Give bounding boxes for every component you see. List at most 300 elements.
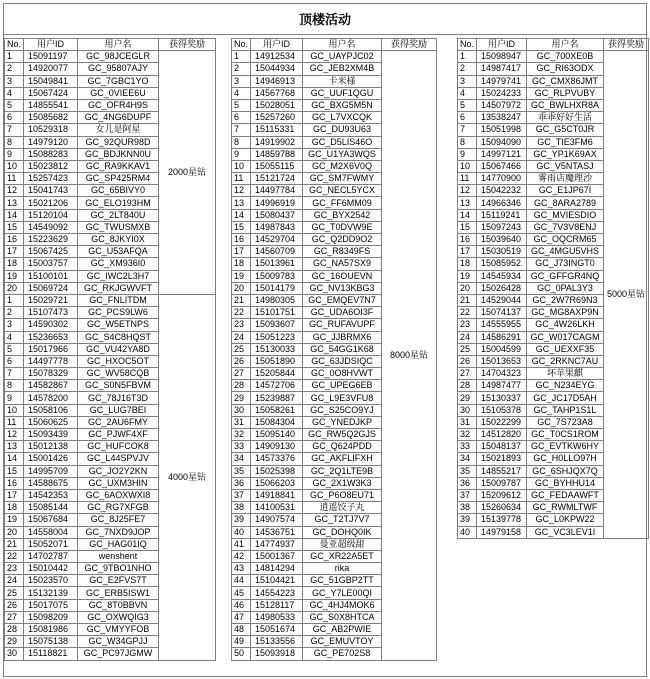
- row-number: 30: [5, 648, 24, 660]
- row-number: 47: [232, 611, 251, 623]
- row-number: 13: [232, 197, 251, 209]
- username-cell: GC_Y7LE00QI: [303, 587, 382, 599]
- user-id-cell: 15205844: [251, 368, 303, 380]
- user-id-cell: 15051223: [251, 331, 303, 343]
- username-cell: GC_L0KPW22: [527, 514, 604, 526]
- row-number: 42: [232, 550, 251, 562]
- user-id-cell: 15209612: [477, 489, 527, 501]
- row-number: 46: [232, 599, 251, 611]
- row-number: 8: [458, 136, 477, 148]
- username-cell: GC_SP425RM4: [78, 173, 159, 185]
- row-number: 39: [458, 514, 477, 526]
- row-number: 6: [5, 112, 24, 124]
- username-cell: GC_U53AFQA: [78, 246, 159, 258]
- user-id-cell: 15025398: [251, 465, 303, 477]
- user-id-cell: 15223629: [24, 234, 78, 246]
- username-cell: GC_2X1W3K3: [303, 477, 382, 489]
- user-id-cell: 15075138: [24, 636, 78, 648]
- username-cell: GC_HUFCOK8: [78, 441, 159, 453]
- user-id-cell: 15085144: [24, 502, 78, 514]
- user-id-cell: 14920077: [24, 63, 78, 75]
- user-id-cell: 15001426: [24, 453, 78, 465]
- reward-table-1: [4, 38, 216, 661]
- user-id-cell: 15104421: [251, 575, 303, 587]
- row-number: 15: [232, 221, 251, 233]
- username-cell: GC_XM936I0: [78, 258, 159, 270]
- user-id-cell: 15257260: [251, 112, 303, 124]
- row-number: 27: [5, 611, 24, 623]
- reward-cell: 4000星钻: [159, 294, 216, 660]
- row-number: 17: [5, 489, 24, 501]
- user-id-cell: 15060625: [24, 416, 78, 428]
- user-id-cell: 14995709: [24, 465, 78, 477]
- row-number: 35: [458, 465, 477, 477]
- username-cell: GC_UDA6OI3F: [303, 307, 382, 319]
- row-number: 20: [5, 282, 24, 294]
- row-number: 34: [458, 453, 477, 465]
- row-number: 12: [232, 185, 251, 197]
- user-id-cell: 15260634: [477, 502, 527, 514]
- row-number: 33: [458, 441, 477, 453]
- username-cell: GC_L44SPVJV: [78, 453, 159, 465]
- username-cell: GC_2W7R69N3: [527, 294, 604, 306]
- user-id-cell: 15001367: [251, 550, 303, 562]
- user-id-cell: 15257423: [24, 173, 78, 185]
- username-cell: GC_EVTKW6HY: [527, 441, 604, 453]
- user-id-cell: 14979120: [24, 136, 78, 148]
- user-id-cell: 14542353: [24, 489, 78, 501]
- user-id-cell: 14770900: [477, 173, 527, 185]
- reward-table-3: [457, 38, 649, 539]
- row-number: 6: [458, 112, 477, 124]
- username-cell: GC_FF6MM09: [303, 197, 382, 209]
- row-number: 5: [5, 343, 24, 355]
- username-cell: GC_S4C8HQST: [78, 331, 159, 343]
- user-id-cell: 15028051: [251, 99, 303, 111]
- row-number: 18: [5, 502, 24, 514]
- username-cell: GC_9TBO1NHO: [78, 563, 159, 575]
- username-cell: GC_E1JP67I: [527, 185, 604, 197]
- username-cell: GC_JC17D5AH: [527, 392, 604, 404]
- user-id-cell: 15118821: [24, 648, 78, 660]
- row-number: 13: [5, 197, 24, 209]
- username-cell: GC_8T0BBVN: [78, 599, 159, 611]
- username-cell: GC_RWMLTWF: [527, 502, 604, 514]
- user-id-cell: 15098947: [477, 51, 527, 63]
- row-number: 18: [5, 258, 24, 270]
- username-cell: GC_LUG7BEI: [78, 404, 159, 416]
- username-cell: GC_RA9KKAV1: [78, 160, 159, 172]
- row-number: 30: [458, 404, 477, 416]
- row-number: 15: [458, 221, 477, 233]
- user-id-cell: 15014179: [251, 282, 303, 294]
- user-id-cell: 15042232: [477, 185, 527, 197]
- username-cell: GC_R8349FS: [303, 246, 382, 258]
- user-id-cell: 15097243: [477, 221, 527, 233]
- username-cell: GC_T2TJ7V7: [303, 514, 382, 526]
- username-cell: GC_MG8AXP9N: [527, 307, 604, 319]
- username-cell: GC_W34GPJJ: [78, 636, 159, 648]
- username-cell: GC_ELO193HM: [78, 197, 159, 209]
- row-number: 37: [232, 489, 251, 501]
- row-number: 3: [232, 75, 251, 87]
- username-cell: GC_VU42YA8D: [78, 343, 159, 355]
- row-number: 27: [232, 368, 251, 380]
- row-number: 19: [232, 270, 251, 282]
- username-cell: GC_4W26LKH: [527, 319, 604, 331]
- username-cell: GC_JEB2XM4B: [303, 63, 382, 75]
- user-id-cell: 15004599: [477, 343, 527, 355]
- user-id-cell: 15239887: [251, 392, 303, 404]
- row-number: 23: [458, 319, 477, 331]
- username-cell: GC_PC97JGMW: [78, 648, 159, 660]
- user-id-cell: 15026428: [477, 282, 527, 294]
- row-number: 10: [232, 160, 251, 172]
- username-cell: GC_IWC2L3H7: [78, 270, 159, 282]
- username-cell: GC_4MGU5VHS: [527, 246, 604, 258]
- user-id-cell: 15067425: [24, 246, 78, 258]
- row-number: 20: [458, 282, 477, 294]
- username-cell: GC_2Q1LTE9B: [303, 465, 382, 477]
- username-cell: GC_JJBRMX6: [303, 331, 382, 343]
- username-cell: GC_0VIEE6U: [78, 87, 159, 99]
- user-id-cell: 15084304: [251, 416, 303, 428]
- username-cell: GC_OXWQIG3: [78, 611, 159, 623]
- row-number: 36: [232, 477, 251, 489]
- row-number: 20: [232, 282, 251, 294]
- user-id-cell: 10529318: [24, 124, 78, 136]
- user-id-cell: 14704323: [477, 368, 527, 380]
- user-id-cell: 14980533: [251, 611, 303, 623]
- username-cell: GC_RW5Q2GJS: [303, 429, 382, 441]
- user-id-cell: 15100101: [24, 270, 78, 282]
- username-cell: GC_2LT840U: [78, 209, 159, 221]
- username-cell: GC_S0N5FBVM: [78, 380, 159, 392]
- username-cell: GC_XR22A5ET: [303, 550, 382, 562]
- username-cell: GC_JO2Y2KN: [78, 465, 159, 477]
- username-cell: GC_VMYYFOB: [78, 624, 159, 636]
- row-number: 28: [5, 624, 24, 636]
- username-cell: GC_T0CS1ROM: [527, 429, 604, 441]
- username-cell: GC_7V3V8ENJ: [527, 221, 604, 233]
- user-id-cell: 14536751: [251, 526, 303, 538]
- user-id-cell: 15010442: [24, 563, 78, 575]
- username-cell: GC_BYX2542: [303, 209, 382, 221]
- user-id-cell: 15009787: [477, 477, 527, 489]
- row-number: 9: [232, 148, 251, 160]
- user-id-cell: 15094090: [477, 136, 527, 148]
- row-number: 30: [232, 404, 251, 416]
- user-id-cell: 15067424: [24, 87, 78, 99]
- user-id-cell: 14966346: [477, 197, 527, 209]
- row-number: 3: [5, 75, 24, 87]
- username-cell: GC_NA57SX9: [303, 258, 382, 270]
- user-id-cell: 14859788: [251, 148, 303, 160]
- row-number: 8: [5, 380, 24, 392]
- username-cell: GC_HXOC5OT: [78, 355, 159, 367]
- username-cell: GC_DOHQ0IK: [303, 526, 382, 538]
- user-id-cell: 14497784: [251, 185, 303, 197]
- row-number: 9: [5, 148, 24, 160]
- page-title: 顶楼活动: [4, 4, 646, 35]
- row-number: 2: [232, 63, 251, 75]
- username-cell: GC_TIE3FM6: [527, 136, 604, 148]
- username-cell: GC_NECL5YCX: [303, 185, 382, 197]
- user-id-cell: 15058106: [24, 404, 78, 416]
- user-id-cell: 15023812: [24, 160, 78, 172]
- row-number: 24: [5, 575, 24, 587]
- username-cell: GC_L9E3VFU8: [303, 392, 382, 404]
- row-number: 3: [458, 75, 477, 87]
- row-number: 11: [5, 416, 24, 428]
- username-cell: GC_FEDAAWFT: [527, 489, 604, 501]
- username-cell: GC_UXM3HIN: [78, 477, 159, 489]
- row-number: 4: [458, 87, 477, 99]
- row-number: 32: [232, 429, 251, 441]
- row-number: 31: [458, 416, 477, 428]
- user-id-cell: 15017075: [24, 599, 78, 611]
- user-id-cell: 15055115: [251, 160, 303, 172]
- row-number: 5: [5, 99, 24, 111]
- row-number: 40: [232, 526, 251, 538]
- user-id-cell: 15067466: [477, 160, 527, 172]
- row-number: 19: [458, 270, 477, 282]
- row-number: 7: [232, 124, 251, 136]
- row-number: 11: [5, 173, 24, 185]
- row-number: 16: [5, 477, 24, 489]
- username-cell: rika: [303, 563, 382, 575]
- username-cell: GC_98JCEGLR: [78, 51, 159, 63]
- row-number: 37: [458, 489, 477, 501]
- table-row: [5, 294, 216, 306]
- user-id-cell: 14529044: [477, 294, 527, 306]
- user-id-cell: 14912534: [251, 51, 303, 63]
- row-number: 21: [5, 538, 24, 550]
- user-id-cell: 14907574: [251, 514, 303, 526]
- row-number: 7: [5, 124, 24, 136]
- username-cell: 卡米様: [303, 75, 382, 87]
- username-cell: GC_GFFGR4NQ: [527, 270, 604, 282]
- user-id-cell: 15012138: [24, 441, 78, 453]
- row-number: 10: [458, 160, 477, 172]
- username-cell: GC_RLPVUBY: [527, 87, 604, 99]
- username-cell: GC_92QUR98D: [78, 136, 159, 148]
- user-id-cell: 14997121: [477, 148, 527, 160]
- username-cell: GC_OFR4H9S: [78, 99, 159, 111]
- user-id-cell: 14555955: [477, 319, 527, 331]
- user-id-cell: 14578200: [24, 392, 78, 404]
- user-id-cell: 15023570: [24, 575, 78, 587]
- row-number: 1: [5, 51, 24, 63]
- user-id-cell: 15058261: [251, 404, 303, 416]
- row-number: 21: [458, 294, 477, 306]
- row-number: 34: [232, 453, 251, 465]
- row-number: 28: [232, 380, 251, 392]
- username-cell: 逍遥饺子丸: [303, 502, 382, 514]
- table-header-row: [458, 39, 649, 51]
- user-id-cell: 14549092: [24, 221, 78, 233]
- row-number: 17: [458, 246, 477, 258]
- row-number: 8: [5, 136, 24, 148]
- username-cell: GC_W5ETNPS: [78, 319, 159, 331]
- username-cell: GC_S0X8HTCA: [303, 611, 382, 623]
- row-number: 12: [458, 185, 477, 197]
- user-id-cell: 15052071: [24, 538, 78, 550]
- row-number: 19: [5, 514, 24, 526]
- row-number: 9: [5, 392, 24, 404]
- user-id-cell: 15088283: [24, 148, 78, 160]
- table-row: [458, 51, 649, 63]
- header-username: 用户名: [527, 39, 604, 51]
- user-id-cell: 15085682: [24, 112, 78, 124]
- user-id-cell: 15048137: [477, 441, 527, 453]
- username-cell: GC_EMQEV7N7: [303, 294, 382, 306]
- user-id-cell: 14567768: [251, 87, 303, 99]
- row-number: 38: [458, 502, 477, 514]
- row-number: 23: [5, 563, 24, 575]
- row-number: 17: [5, 246, 24, 258]
- row-number: 2: [5, 307, 24, 319]
- user-id-cell: 14909130: [251, 441, 303, 453]
- row-number: 11: [458, 173, 477, 185]
- user-id-cell: 15139778: [477, 514, 527, 526]
- username-cell: GC_PCS9LW6: [78, 307, 159, 319]
- header-no: No.: [5, 39, 24, 51]
- row-number: 22: [458, 307, 477, 319]
- header-no: No.: [458, 39, 477, 51]
- user-id-cell: 14560709: [251, 246, 303, 258]
- username-cell: GC_51GBP2TT: [303, 575, 382, 587]
- row-number: 18: [232, 258, 251, 270]
- username-cell: GC_8J25FE7: [78, 514, 159, 526]
- row-number: 5: [232, 99, 251, 111]
- user-id-cell: 14573376: [251, 453, 303, 465]
- username-cell: GC_7GBC1YO: [78, 75, 159, 87]
- row-number: 8: [232, 136, 251, 148]
- username-cell: GC_2RKNC7AU: [527, 355, 604, 367]
- user-id-cell: 15236653: [24, 331, 78, 343]
- user-id-cell: 14987417: [477, 63, 527, 75]
- username-cell: GC_PJWF4XF: [78, 429, 159, 441]
- username-cell: GC_BXG5M5N: [303, 99, 382, 111]
- username-cell: GC_ERB5ISW1: [78, 587, 159, 599]
- username-cell: GC_63JDSIQC: [303, 355, 382, 367]
- row-number: 6: [232, 112, 251, 124]
- header-reward: 获得奖励: [382, 39, 437, 51]
- row-number: 49: [232, 636, 251, 648]
- row-number: 48: [232, 624, 251, 636]
- username-cell: GC_E2FVS7T: [78, 575, 159, 587]
- user-id-cell: 15105378: [477, 404, 527, 416]
- header-username: 用户名: [303, 39, 382, 51]
- row-number: 18: [458, 258, 477, 270]
- user-id-cell: 14814294: [251, 563, 303, 575]
- row-number: 29: [5, 636, 24, 648]
- row-number: 25: [232, 343, 251, 355]
- username-cell: GC_D5LIS46O: [303, 136, 382, 148]
- row-number: 1: [232, 51, 251, 63]
- username-cell: GC_N234EYG: [527, 380, 604, 392]
- user-id-cell: 15024233: [477, 87, 527, 99]
- username-cell: GC_RI63ODX: [527, 63, 604, 75]
- user-id-cell: 15128117: [251, 599, 303, 611]
- row-number: 38: [232, 502, 251, 514]
- user-id-cell: 14529704: [251, 234, 303, 246]
- username-cell: GC_6SHJQX7Q: [527, 465, 604, 477]
- row-number: 15: [5, 221, 24, 233]
- user-id-cell: 14586291: [477, 331, 527, 343]
- user-id-cell: 15130033: [251, 343, 303, 355]
- user-id-cell: 14979741: [477, 75, 527, 87]
- reward-cell: 8000星钻: [382, 51, 437, 660]
- header-user-id: 用户ID: [251, 39, 303, 51]
- username-cell: GC_BWLHXR8A: [527, 99, 604, 111]
- username-cell: 女儿是阿星: [78, 124, 159, 136]
- spreadsheet: [3, 3, 647, 677]
- username-cell: GC_AB2PWIE: [303, 624, 382, 636]
- row-number: 7: [458, 124, 477, 136]
- row-number: 16: [5, 234, 24, 246]
- user-id-cell: 15013961: [251, 258, 303, 270]
- row-number: 5: [458, 99, 477, 111]
- row-number: 17: [232, 246, 251, 258]
- username-cell: GC_W017CAGM: [527, 331, 604, 343]
- user-id-cell: 14545934: [477, 270, 527, 282]
- header-user-id: 用户ID: [477, 39, 527, 51]
- row-number: 32: [458, 429, 477, 441]
- username-cell: GC_U1YA3WQS: [303, 148, 382, 160]
- username-cell: GC_FNLITDM: [78, 294, 159, 306]
- user-id-cell: 15121724: [251, 173, 303, 185]
- user-id-cell: 15085952: [477, 258, 527, 270]
- header-reward: 获得奖励: [604, 39, 649, 51]
- row-number: 14: [5, 453, 24, 465]
- user-id-cell: 14987843: [251, 221, 303, 233]
- username-cell: GC_UUF1QGU: [303, 87, 382, 99]
- reward-cell: 5000星钻: [604, 51, 649, 539]
- header-username: 用户名: [78, 39, 159, 51]
- user-id-cell: 15074137: [477, 307, 527, 319]
- user-id-cell: 14979158: [477, 526, 527, 538]
- username-cell: GC_Q2DD9O2: [303, 234, 382, 246]
- username-cell: GC_YNEDJKP: [303, 416, 382, 428]
- username-cell: GC_7NXD9JOP: [78, 526, 159, 538]
- username-cell: GC_8ARA2789: [527, 197, 604, 209]
- row-number: 31: [232, 416, 251, 428]
- user-id-cell: 14919902: [251, 136, 303, 148]
- user-id-cell: 15098209: [24, 611, 78, 623]
- username-cell: GC_OQCRM65: [527, 234, 604, 246]
- user-id-cell: 14497778: [24, 355, 78, 367]
- username-cell: GC_0O8HVWT: [303, 368, 382, 380]
- row-number: 25: [458, 343, 477, 355]
- user-id-cell: 14702787: [24, 550, 78, 562]
- row-number: 44: [232, 575, 251, 587]
- username-cell: GC_95807AJY: [78, 63, 159, 75]
- header-no: No.: [232, 39, 251, 51]
- table-row: [232, 51, 437, 63]
- row-number: 6: [5, 355, 24, 367]
- username-cell: GC_0PAL3Y3: [527, 282, 604, 294]
- row-number: 25: [5, 587, 24, 599]
- username-cell: GC_EMUVTOY: [303, 636, 382, 648]
- row-number: 3: [5, 319, 24, 331]
- user-id-cell: 14507972: [477, 99, 527, 111]
- username-cell: 乖乖好好生活: [527, 112, 604, 124]
- username-cell: GC_UEXXF35: [527, 343, 604, 355]
- row-number: 39: [232, 514, 251, 526]
- user-id-cell: 15029721: [24, 294, 78, 306]
